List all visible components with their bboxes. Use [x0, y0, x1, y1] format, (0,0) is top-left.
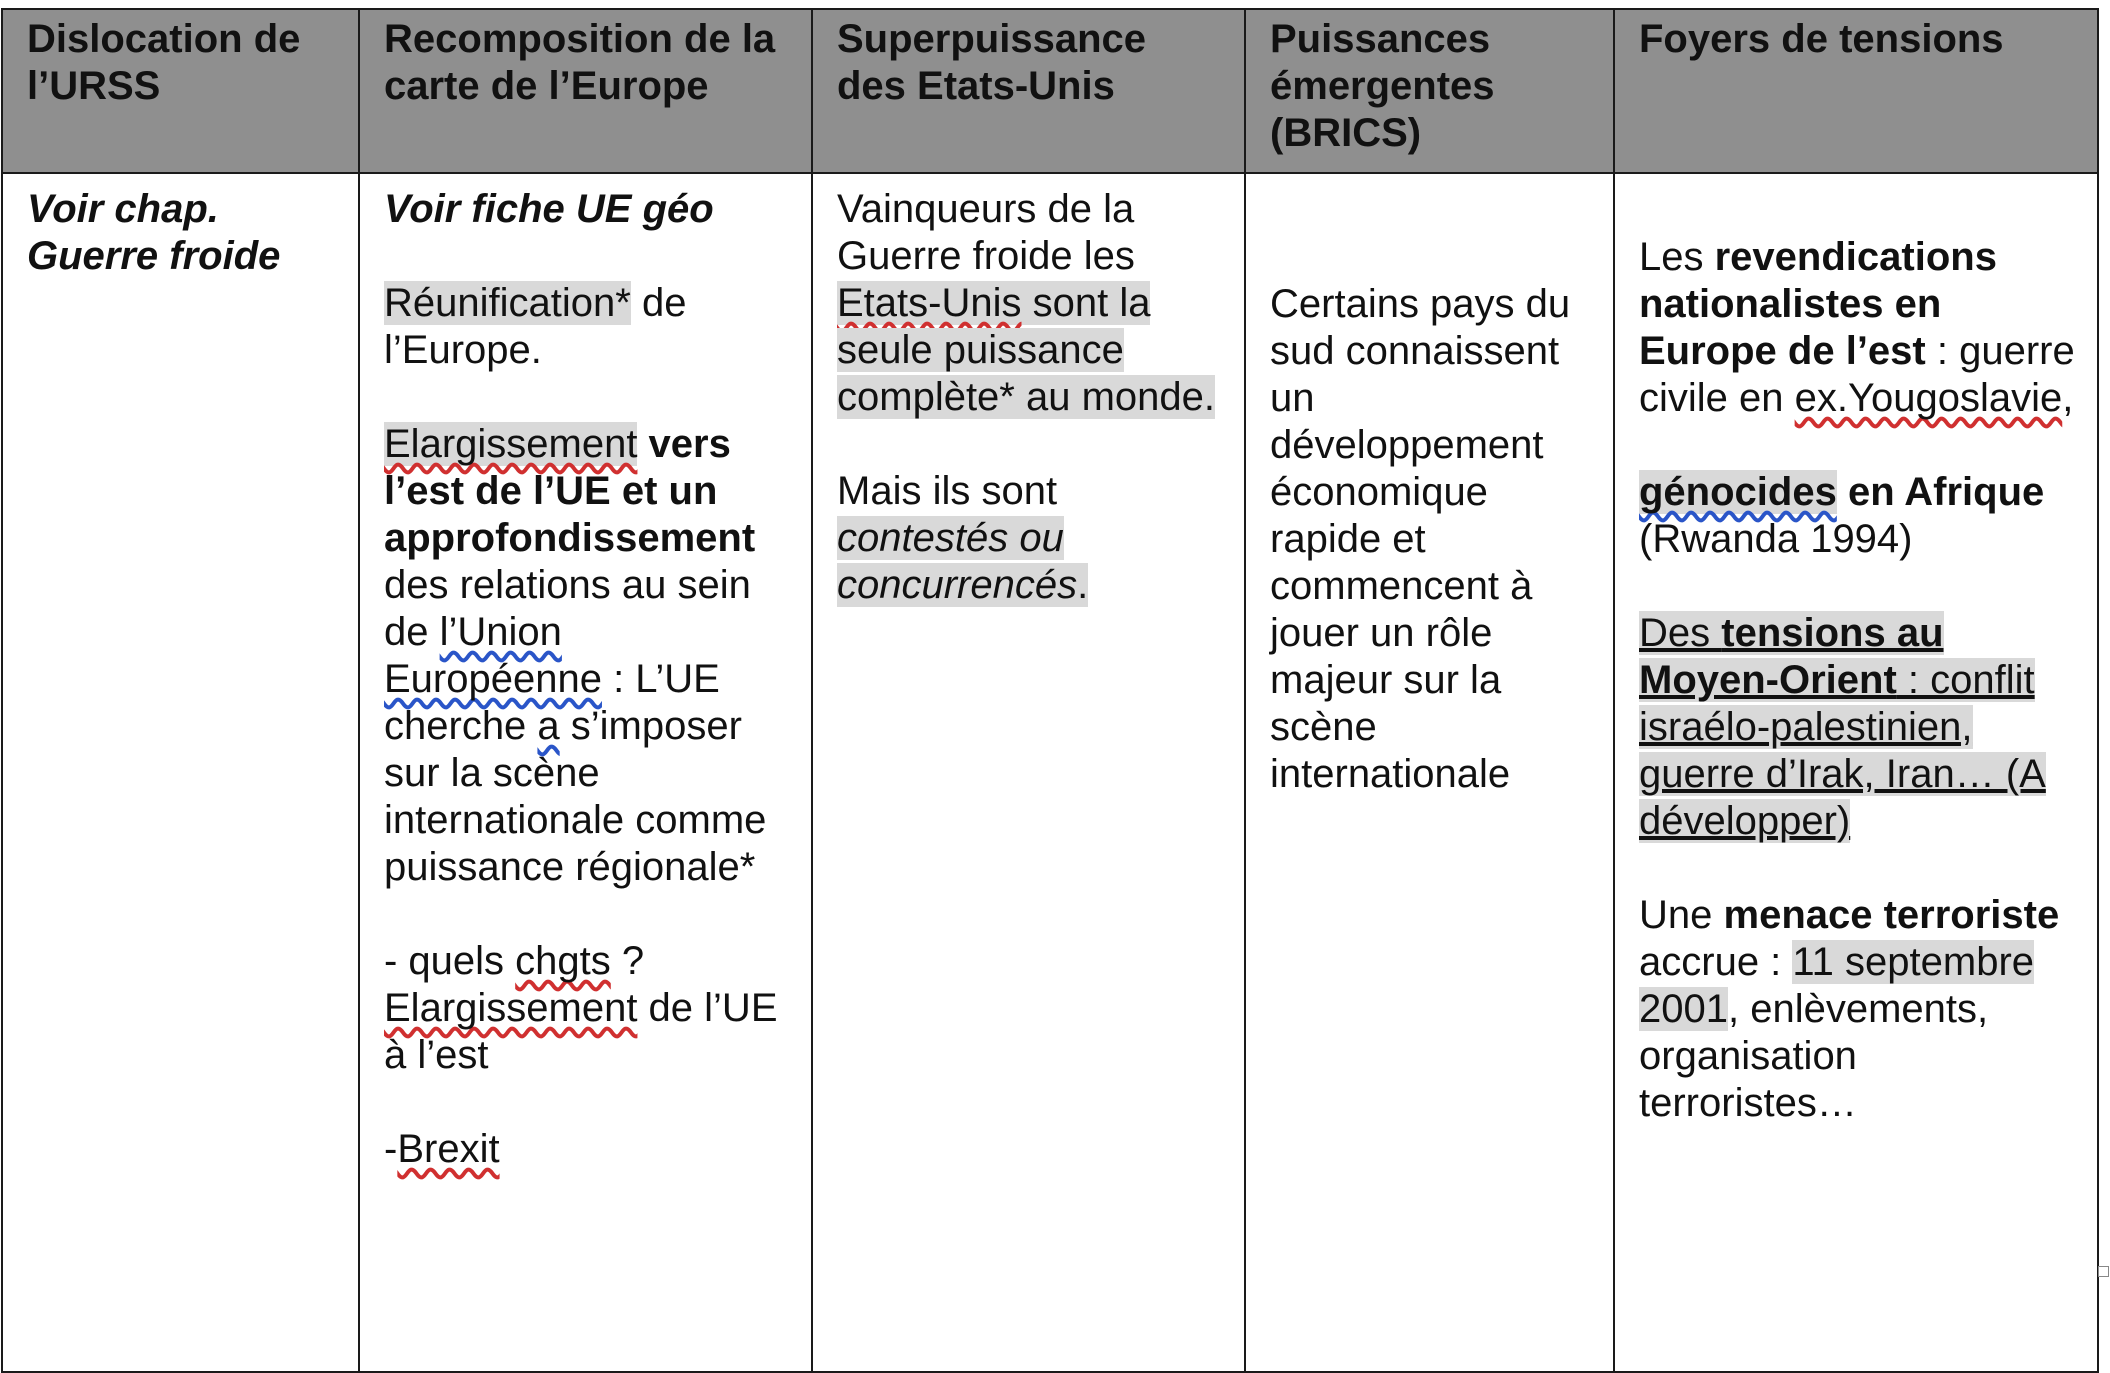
para-moyen-orient: Des tensions au Moyen-Orient : conflit israélo-palestinien, guerre d’Irak, Iran… (A développer): [1639, 611, 2046, 843]
para-elargissement: Elargissement vers l’est de l’UE et un approfondissement des relations au sein de l’Union Européenne : L’UE cherche a s’imposer sur la scène internationale comme puissance régionale*: [384, 422, 767, 889]
header-etats-unis: Superpuissance des Etats-Unis: [812, 9, 1245, 173]
header-row: [2, 9, 2098, 173]
para-nationalismes: Les revendications nationalistes en Europe de l’est : guerre civile en ex.Yougoslavie,: [1639, 235, 2075, 420]
para-brexit: -Brexit: [384, 1127, 500, 1171]
header-tensions: Foyers de tensions: [1614, 9, 2098, 173]
para-pays-du-sud: Certains pays du sud connaissent un développement économique rapide et commencent à jouer un rôle majeur sur la scène internationale: [1270, 282, 1571, 796]
header-europe: Recomposition de la carte de l’Europe: [359, 9, 812, 173]
ref-fiche-ue: Voir fiche UE géo: [384, 187, 714, 231]
table-resize-handle[interactable]: [2098, 1266, 2109, 1277]
para-genocides: génocides en Afrique (Rwanda 1994): [1639, 470, 2045, 561]
cell-urss: [2, 173, 359, 1372]
header-brics: Puissances émergentes (BRICS): [1245, 9, 1614, 173]
para-vainqueurs: Vainqueurs de la Guerre froide les Etats-Unis sont la seule puissance complète* au monde.: [837, 187, 1216, 419]
history-table: [1, 8, 2099, 1373]
header-urss: Dislocation de l’URSS: [2, 9, 359, 173]
cell-etats-unis: [812, 173, 1245, 1372]
body-row: [2, 173, 2098, 1372]
para-contestes: Mais ils sont contestés ou concurrencés.: [837, 469, 1089, 607]
para-reunification: Réunification* de l’Europe.: [384, 281, 687, 372]
cell-tensions: [1614, 173, 2098, 1372]
cell-europe: [359, 173, 812, 1372]
para-changements: - quels chgts ? Elargissement de l’UE à l’est: [384, 939, 778, 1077]
ref-guerre-froide: Voir chap. Guerre froide: [27, 187, 281, 278]
cell-brics: [1245, 173, 1614, 1372]
para-terrorisme: Une menace terroriste accrue : 11 septembre 2001, enlèvements, organisation terroristes…: [1639, 893, 2060, 1125]
